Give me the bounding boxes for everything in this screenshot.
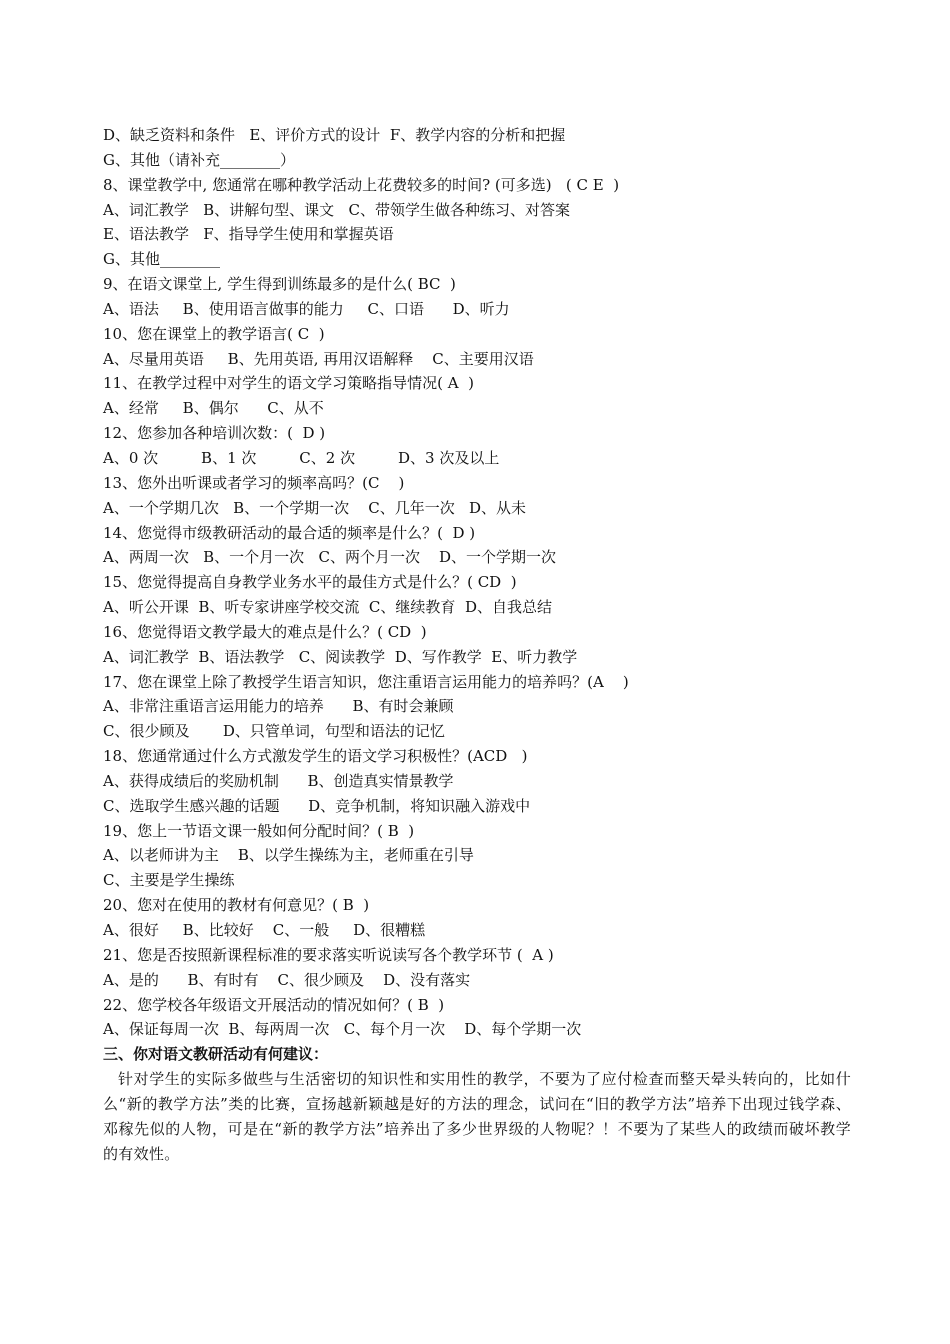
option-line: A、经常 B、偶尔 C、从不 xyxy=(103,399,324,418)
question-line: 21、您是否按照新课程标准的要求落实听说读写各个教学环节 ( A ) xyxy=(103,945,554,964)
section-heading: 三、你对语文教研活动有何建议： xyxy=(103,1045,329,1064)
text-line: D、缺乏资料和条件 E、评价方式的设计 F、教学内容的分析和把握 xyxy=(103,126,566,144)
document-page xyxy=(103,123,851,1166)
question-line: 10、您在课堂上的教学语言( C ) xyxy=(103,324,325,343)
option-line: A、一个学期几次 B、一个学期一次 C、几年一次 D、从未 xyxy=(103,498,527,517)
question-line: 13、您外出听课或者学习的频率高吗？(C ) xyxy=(103,473,405,492)
question-line: 11、在教学过程中对学生的语文学习策略指导情况( A ) xyxy=(103,374,474,393)
question-line: 12、您参加各种培训次数：( D ) xyxy=(103,424,326,443)
option-line: A、很好 B、比较好 C、一般 D、很糟糕 xyxy=(103,921,426,939)
question-line: 22、您学校各年级语文开展活动的情况如何？( B ) xyxy=(103,995,445,1014)
question-line: 16、您觉得语文教学最大的难点是什么？( CD ) xyxy=(103,622,427,641)
option-line: C、很少顾及 D、只管单词，句型和语法的记忆 xyxy=(103,722,445,741)
option-line: A、非常注重语言运用能力的培养 B、有时会兼顾 xyxy=(103,697,454,716)
option-line: A、尽量用英语 B、先用英语, 再用汉语解释 C、主要用汉语 xyxy=(103,349,534,368)
option-line: A、以老师讲为主 B、以学生操练为主，老师重在引导 xyxy=(103,846,474,865)
option-line: A、两周一次 B、一个月一次 C、两个月一次 D、一个学期一次 xyxy=(103,548,557,567)
option-line: A、0 次 B、1 次 C、2 次 D、3 次及以上 xyxy=(103,448,500,467)
option-line: A、获得成绩后的奖励机制 B、创造真实情景教学 xyxy=(103,771,454,790)
option-line: A、词汇教学 B、讲解句型、课文 C、带领学生做各种练习、对答案 xyxy=(103,200,570,219)
option-line: E、语法教学 F、指导学生使用和掌握英语 xyxy=(103,225,394,244)
option-line: A、听公开课 B、听专家讲座学校交流 C、继续教育 D、自我总结 xyxy=(103,598,552,617)
option-line: C、主要是学生操练 xyxy=(103,871,235,890)
option-line: C、选取学生感兴趣的话题 D、竞争机制，将知识融入游戏中 xyxy=(103,796,531,815)
question-line: 14、您觉得市级教研活动的最合适的频率是什么？( D ) xyxy=(103,523,476,542)
option-line: A、词汇教学 B、语法教学 C、阅读教学 D、写作教学 E、听力教学 xyxy=(103,647,578,666)
question-line: 9、在语文课堂上, 学生得到训练最多的是什么( BC ) xyxy=(103,275,456,294)
option-line: A、是的 B、有时有 C、很少顾及 D、没有落实 xyxy=(103,970,471,989)
question-line: 17、您在课堂上除了教授学生语言知识，您注重语言运用能力的培养吗？(A ) xyxy=(103,672,629,691)
text-line: G、其他（请补充________） xyxy=(103,150,295,169)
suggestion-paragraph: 针对学生的实际多做些与生活密切的知识性和实用性的教学，不要为了应付检查而整天晕头转向的，比如什么“新的教学方法”类的比赛，宣扬越新颖越是好的方法的理念，试问在“旧的教学方法”培养下出现过钱学森、邓稼先似的人物，可是在“新的教学方法”培养出了多少世界级的人物呢？！不要为了某些人的政绩而破坏教学的有效性。 xyxy=(103,1070,851,1163)
question-line: 19、您上一节语文课一般如何分配时间？( B ) xyxy=(103,821,415,840)
question-line: 15、您觉得提高自身教学业务水平的最佳方式是什么？( CD ) xyxy=(103,573,517,592)
option-line: G、其他________ xyxy=(103,250,220,269)
option-line: A、语法 B、使用语言做事的能力 C、口语 D、听力 xyxy=(103,299,510,318)
question-line: 8、课堂教学中, 您通常在哪种教学活动上花费较多的时间? (可多选) ( C E ) xyxy=(103,175,620,194)
question-line: 18、您通常通过什么方式激发学生的语文学习积极性？(ACD ) xyxy=(103,747,528,766)
option-line: A、保证每周一次 B、每两周一次 C、每个月一次 D、每个学期一次 xyxy=(103,1020,582,1039)
question-line: 20、您对在使用的教材有何意见？( B ) xyxy=(103,896,370,915)
